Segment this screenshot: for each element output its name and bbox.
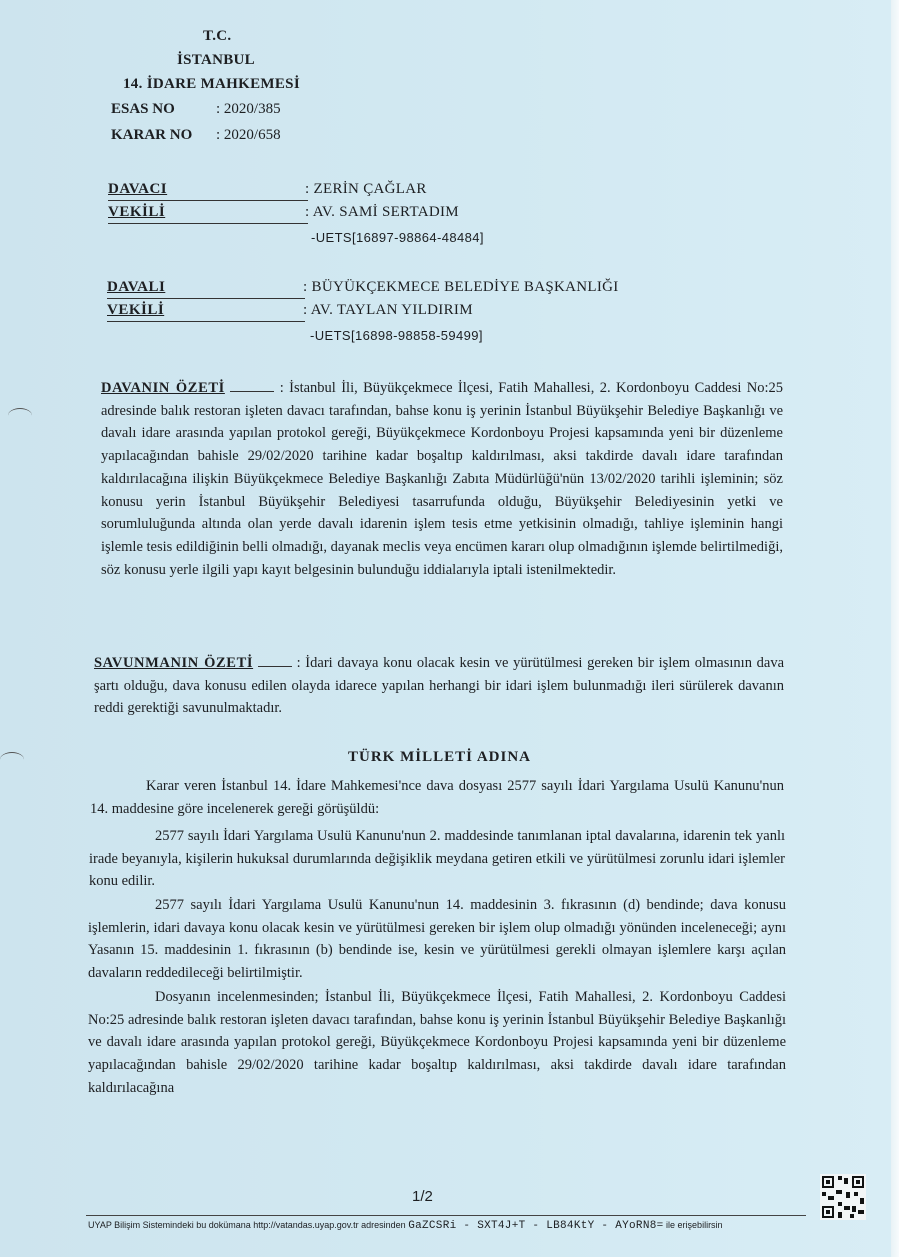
defense-summary	[94, 652, 784, 720]
plaintiff-attorney-label: VEKİLİ	[108, 204, 166, 220]
plaintiff-value: : ZERİN ÇAĞLAR	[305, 181, 427, 197]
defense-summary-label: SAVUNMANIN ÖZETİ	[94, 655, 254, 671]
underline	[230, 379, 274, 392]
header-court: 14. İDARE MAHKEMESİ	[123, 76, 300, 92]
underline	[107, 321, 305, 322]
defendant-value: : BÜYÜKÇEKMECE BELEDİYE BAŞKANLIĞI	[303, 279, 619, 295]
punch-mark	[8, 408, 32, 423]
decision-heading: TÜRK MİLLETİ ADINA	[347, 749, 532, 765]
defense-summary-text: : İdari davaya konu olacak kesin ve yürütülmesi gereken bir işlem olmasının dava şartı olduğu, dava konusu edilen olayda idarece yapılan herhangi bir idari işlem bulunmadığı ileri sürülerek davanın reddi gerektiği savunulmaktadır.	[94, 655, 785, 717]
plaintiff-uets: -UETS[16897-98864-48484]	[311, 230, 484, 245]
esas-value: : 2020/385	[216, 101, 281, 117]
underline	[258, 654, 292, 667]
esas-label: ESAS NO	[111, 101, 175, 117]
case-summary	[101, 377, 783, 581]
case-summary-text: : İstanbul İli, Büyükçekmece İlçesi, Fatih Mahallesi, 2. Kordonboyu Caddesi No:25 adresinde balık restoran işleten davacı tarafından, bahse konu iş yerinin İstanbul Büyükşehir Belediye Başkanlığı ve davalı idare arasında yapılan protokol gereği, Büyükçekmece Kordonboyu Projesi kapsamında yeni bir düzenleme yapılacağından bahisle 29/02/2020 tarihine kadar boşaltıp kaldırılması, aksi takdirde davalı idare tarafından kaldırılacağına ilişkin Büyükçekmece Belediye Başkanlığı Zabıta Müdürlüğü'nün 13/02/2020 tarihli işleminin; söz konusu yerin İstanbul Büyükşehir Belediyesi tasarrufunda olduğu, Büyükşehir Belediyesinin yetki ve sorumluluğunda altında olan yerde davalı idarenin işlem tesis etme yetkisinin olmadığı, tahliye işleminin hangi işlemle tesis edildiğinin belli olmadığı, dayanak meclis veya encümen kararı olup olmadığının işlemde belirtilmediği, söz konusu yerle ilgili yapı kayıt belgesinin bulunduğu iddialarıyla iptali istenilmektedir.	[101, 380, 784, 578]
karar-label: KARAR NO	[111, 127, 193, 143]
page-edge	[891, 0, 899, 1257]
footer-verification	[88, 1220, 723, 1232]
underline	[107, 298, 305, 299]
header-city: İSTANBUL	[177, 52, 255, 68]
page-number: 1/2	[412, 1188, 433, 1205]
decision-paragraph-4: Dosyanın incelenmesinden; İstanbul İli, Büyükçekmece İlçesi, Fatih Mahallesi, 2. Kordonboyu Caddesi No:25 adresinde balık restoran işleten davacı tarafından, bahse konu iş yerinin İstanbul Büyükşehir Belediye Başkanlığı ve davalı idare arasında yapılan protokol gereği, Büyükçekmece Kordonboyu Projesi kapsamında yeni bir düzenleme yapılacağından bahisle 29/02/2020 tarihine kadar boşaltıp kaldırılması, aksi takdirde davalı idare tarafından kaldırılacağına	[88, 989, 786, 1096]
decision-paragraph-3: 2577 sayılı İdari Yargılama Usulü Kanunu'nun 14. maddesinin 3. fıkrasının (d) bendinde; dava konusu işlemlerin, idari davaya konu olacak kesin ve yürütülmesi gereken bir işlem olup olmadığı yönünden inceleneceği; aynı Yasanın 15. maddesinin 1. fıkrasının (b) bendinde ise, kesin ve yürütülmesi gerekli olmayan işlemlere karşı açılan davaların reddedileceği belirtilmiştir.	[88, 897, 786, 982]
decision-paragraph-2: 2577 sayılı İdari Yargılama Usulü Kanunu'nun 2. maddesinde tanımlanan iptal davalarına, idarenin tek yanlı irade beyanıyla, kişilerin hukuksal durumlarında değişiklik meydana getiren etkili ve yürütülmesi zorunlu idari işlemler konu edilir.	[89, 828, 785, 890]
decision-paragraph-1: Karar veren İstanbul 14. İdare Mahkemesi'nce dava dosyası 2577 sayılı İdari Yargılama Usulü Kanunu'nun 14. maddesine göre incelenerek gereği görüşüldü:	[90, 778, 784, 817]
karar-value: : 2020/658	[216, 127, 281, 143]
plaintiff-attorney-value: : AV. SAMİ SERTADIM	[305, 204, 459, 220]
underline	[108, 200, 308, 201]
underline	[108, 223, 308, 224]
footer-divider	[86, 1215, 806, 1216]
defendant-uets: -UETS[16898-98858-59499]	[310, 328, 483, 343]
defendant-attorney-value: : AV. TAYLAN YILDIRIM	[303, 302, 473, 318]
defendant-attorney-label: VEKİLİ	[107, 302, 165, 318]
qr-code-icon	[820, 1174, 866, 1220]
plaintiff-label: DAVACI	[108, 181, 168, 197]
case-summary-label: DAVANIN ÖZETİ	[101, 380, 225, 396]
verification-code: GaZCSRi - SXT4J+T - LB84KtY - AYoRN8=	[408, 1220, 664, 1232]
footer-prefix: UYAP Bilişim Sistemindeki bu dokümana http://vatandas.uyap.gov.tr adresinden	[88, 1220, 406, 1230]
header-tc: T.C.	[203, 28, 232, 44]
footer-suffix: ile erişebilirsin	[666, 1220, 723, 1230]
defendant-label: DAVALI	[107, 279, 166, 295]
